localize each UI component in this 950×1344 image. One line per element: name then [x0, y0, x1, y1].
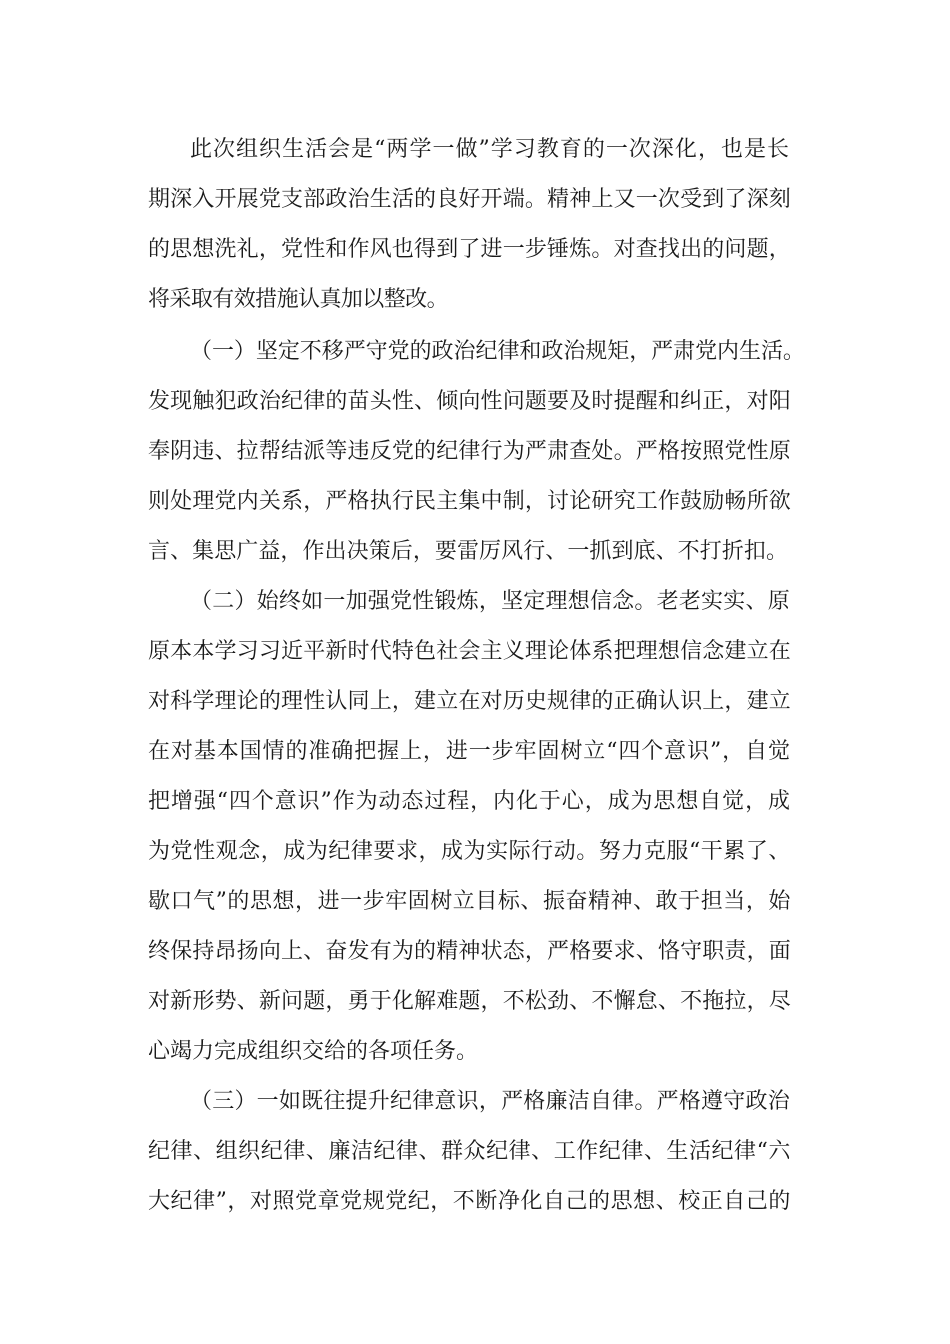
text-line: （一）坚定不移严守党的政治纪律和政治规矩，严肃党内生活。 — [190, 339, 805, 364]
text-line: 对新形势、新问题，勇于化解难题，不松劲、不懈怠、不拖拉，尽 — [148, 989, 791, 1014]
text-line: 奉阴违、拉帮结派等违反党的纪律行为严肃查处。严格按照党性原 — [148, 439, 791, 464]
text-line: 发现触犯政治纪律的苗头性、倾向性问题要及时提醒和纠正，对阳 — [148, 389, 791, 414]
text-line: 在对基本国情的准确把握上，进一步牢固树立“四个意识”，自觉 — [148, 739, 791, 764]
text-line: 言、集思广益，作出决策后，要雷厉风行、一抓到底、不打折扣。 — [148, 539, 789, 564]
text-line: 对科学理论的理性认同上，建立在对历史规律的正确认识上，建立 — [148, 689, 791, 714]
text-line: 期深入开展党支部政治生活的良好开端。精神上又一次受到了深刻 — [148, 187, 791, 212]
text-line: （三）一如既往提升纪律意识，严格廉洁自律。严格遵守政治 — [190, 1089, 790, 1114]
text-line: 纪律、组织纪律、廉洁纪律、群众纪律、工作纪律、生活纪律“六 — [148, 1139, 791, 1164]
text-line: 此次组织生活会是“两学一做”学习教育的一次深化，也是长 — [190, 137, 791, 162]
text-line: 大纪律”，对照党章党规党纪，不断净化自己的思想、校正自己的 — [148, 1189, 791, 1214]
text-line: 的思想洗礼，党性和作风也得到了进一步锤炼。对查找出的问题， — [148, 237, 791, 262]
text-line: 将采取有效措施认真加以整改。 — [148, 287, 449, 312]
text-line: 心竭力完成组织交给的各项任务。 — [148, 1039, 479, 1064]
text-line: 歇口气”的思想，进一步牢固树立目标、振奋精神、敢于担当，始 — [148, 889, 791, 914]
text-line: 终保持昂扬向上、奋发有为的精神状态，严格要求、恪守职责，面 — [148, 939, 791, 964]
text-line: 则处理党内关系，严格执行民主集中制，讨论研究工作鼓励畅所欲 — [148, 489, 791, 514]
text-line: （二）始终如一加强党性锻炼，坚定理想信念。老老实实、原 — [190, 589, 790, 614]
text-line: 原本本学习习近平新时代特色社会主义理论体系把理想信念建立在 — [148, 639, 791, 664]
text-line: 把增强“四个意识”作为动态过程，内化于心，成为思想自觉，成 — [148, 789, 791, 814]
text-line: 为党性观念，成为纪律要求，成为实际行动。努力克服“干累了、 — [148, 839, 791, 864]
